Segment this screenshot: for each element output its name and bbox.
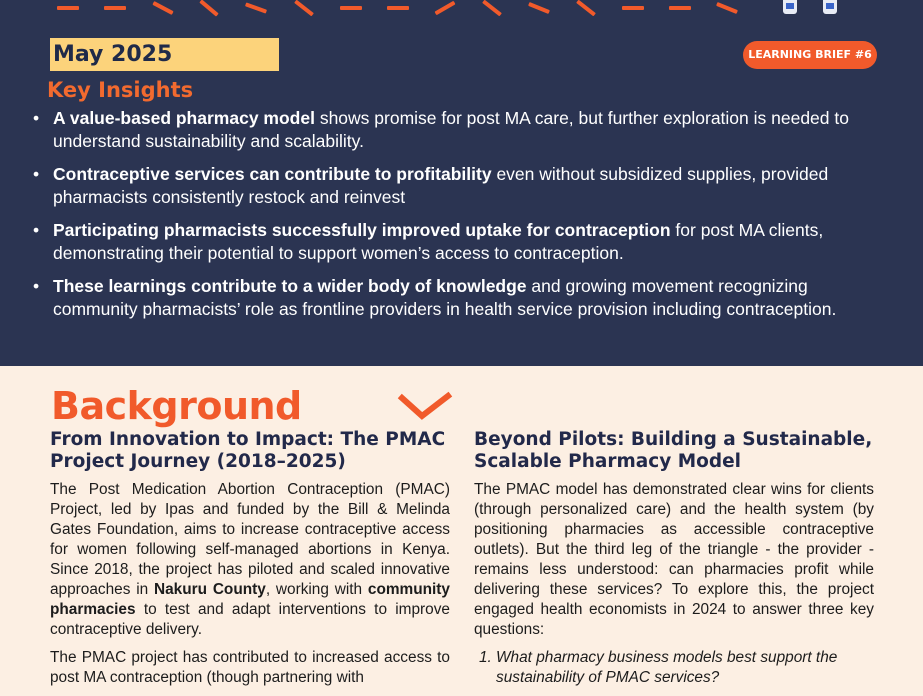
list-item: • These learnings contribute to a wider body of knowledge and growing movement recognizing community pharmacists’ role as frontline providers in health service provision including contraception.	[33, 276, 837, 319]
project-journey-heading: From Innovation to Impact: The PMAC Project Journey (2018–2025)	[50, 429, 446, 472]
background-heading: Background	[51, 384, 302, 428]
learning-brief-badge: LEARNING BRIEF #6	[743, 41, 877, 69]
key-question-1: 1. What pharmacy business models best support the sustainability of PMAC services?	[479, 649, 838, 686]
list-item: • A value-based pharmacy model shows promise for post MA care, but further exploration is needed to understand sustainability and scalability.	[33, 108, 849, 151]
chevron-down-icon	[398, 392, 452, 422]
list-item: • Contraceptive services can contribute to profitability even without subsidized supplies, provided pharmacists consistently restock and reinvest	[33, 164, 829, 207]
people-illustration	[778, 0, 848, 16]
decorative-dash-border	[0, 0, 760, 20]
beyond-pilots-paragraph: The PMAC model has demonstrated clear wins for clients (through personalized care) and the health system (by positioning pharmacies as accessible contraceptive outlets). But the third leg of the triangle - the provider - remains less understood: can pharmacies profit while delivering these services? To explore this, the project engaged health economists in 2024 to answer three key questions:	[474, 481, 874, 638]
key-insights-list	[33, 107, 893, 331]
key-insights-heading: Key Insights	[47, 78, 194, 102]
beyond-pilots-heading: Beyond Pilots: Building a Sustainable, Scalable Pharmacy Model	[474, 429, 873, 472]
project-contribution-paragraph: The PMAC project has contributed to increased access to post MA contraception (though partnering with	[50, 649, 450, 686]
list-item: • Participating pharmacists successfully improved uptake for contraception for post MA clients, demonstrating their potential to support women’s access to contraception.	[33, 220, 824, 263]
project-journey-paragraph: The Post Medication Abortion Contraception (PMAC) Project, led by Ipas and funded by the Bill & Melinda Gates Foundation, aims to increase contraceptive access for women following self-managed abortions in Kenya. Since 2018, the project has piloted and scaled innovative approaches in Nakuru County, working with community pharmacies to test and adapt interventions to improve contraceptive delivery.	[50, 481, 450, 638]
publication-date: May 2025	[50, 38, 279, 71]
background-right-column	[474, 429, 874, 688]
background-left-column	[50, 429, 450, 696]
